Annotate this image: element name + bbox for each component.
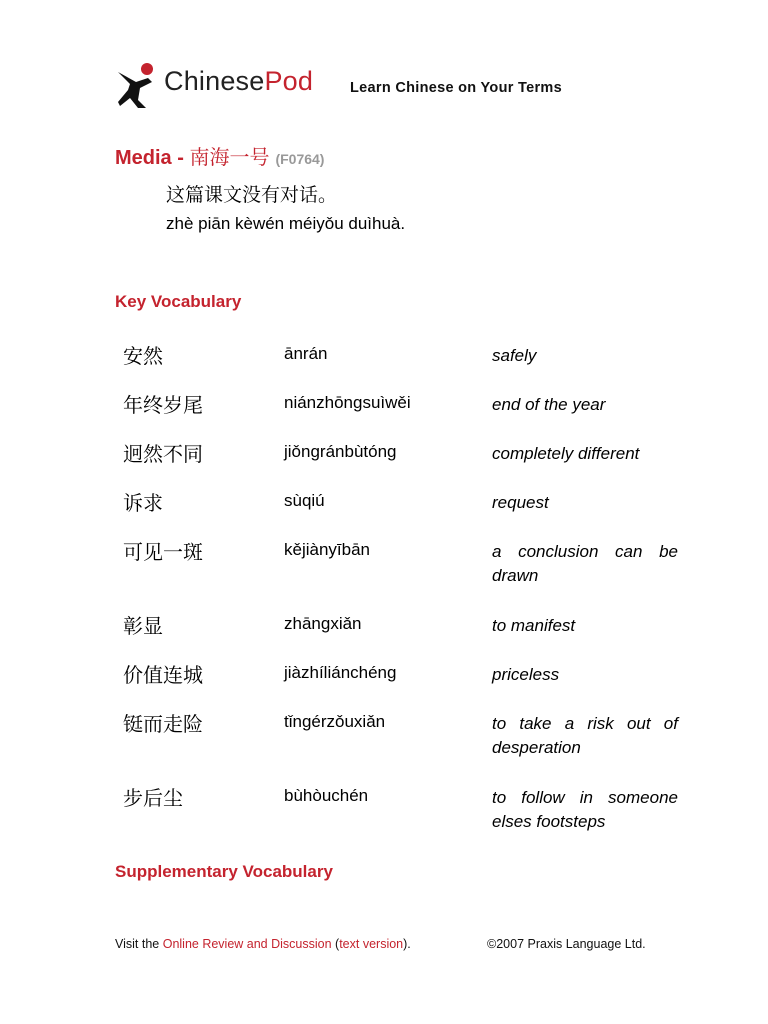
vocab-meaning: a conclusion can be drawn [492,542,678,585]
vocab-hanzi: 步后尘 [123,786,183,810]
lesson-title-prefix: Media - [115,147,190,169]
key-vocabulary-heading: Key Vocabulary [115,292,242,311]
text-version-link[interactable]: text version [339,937,404,951]
vocab-hanzi: 可见一斑 [123,540,203,564]
footer-visit-text [115,937,411,951]
vocab-hanzi: 铤而走险 [123,712,203,736]
dialogue-chinese: 这篇课文没有对话。 [166,184,338,206]
vocab-meaning: priceless [492,665,560,684]
logo-text-chinese: Chinese [164,66,265,96]
vocab-pinyin: sùqiú [284,491,325,510]
vocab-meaning: completely different [492,444,640,463]
footer-paren-close: ). [403,937,411,951]
vocab-pinyin: niánzhōngsuìwěi [284,393,411,412]
vocab-hanzi: 安然 [123,344,163,368]
logo-wordmark [164,66,313,97]
lesson-title [115,141,324,170]
vocab-pinyin: kějiànyībān [284,540,371,559]
vocab-pinyin: ānrán [284,344,328,363]
vocab-hanzi: 价值连城 [123,663,203,687]
vocab-hanzi: 年终岁尾 [123,393,203,417]
vocab-hanzi: 彰显 [123,614,163,638]
logo-text-pod: Pod [264,66,314,96]
vocab-meaning: to take a risk out of desperation [492,714,678,757]
tagline: Learn Chinese on Your Terms [350,80,562,96]
online-review-link[interactable]: Online Review and Discussion [162,937,332,951]
vocab-hanzi: 迥然不同 [123,442,203,466]
chinesepod-logo-icon [116,62,160,108]
footer-paren-open: ( [331,937,340,951]
vocab-meaning: end of the year [492,395,606,414]
vocab-pinyin: tǐngérzǒuxiǎn [284,712,386,731]
vocab-meaning: to manifest [492,616,576,635]
lesson-title-chinese: 南海一号 [189,145,270,169]
dialogue-pinyin: zhè piān kèwén méiyǒu duìhuà. [166,214,406,233]
copyright-notice: ©2007 Praxis Language Ltd. [487,937,646,951]
vocab-pinyin: zhāngxiǎn [284,614,362,633]
vocab-pinyin: jiàzhíliánchéng [284,663,397,682]
lesson-code: (F0764) [275,151,325,167]
vocab-hanzi: 诉求 [123,491,163,515]
vocab-pinyin: bùhòuchén [284,786,369,805]
footer-visit-prefix: Visit the [115,937,163,951]
vocab-meaning: to follow in someone elses footsteps [492,788,678,831]
vocab-meaning: request [492,493,549,512]
vocab-pinyin: jiǒngránbùtóng [284,442,397,461]
supplementary-vocabulary-heading: Supplementary Vocabulary [115,862,333,881]
page-header [116,62,676,110]
vocab-meaning: safely [492,346,537,365]
